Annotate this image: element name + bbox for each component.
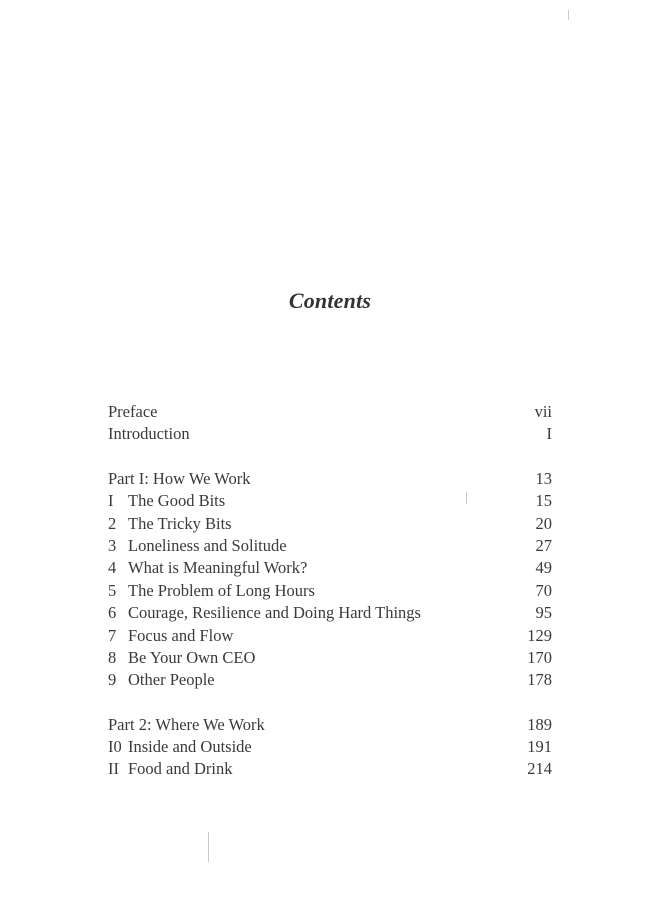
chapter-title: Other People <box>128 670 215 690</box>
section-spacer <box>108 446 552 468</box>
toc-chapter-entry <box>108 736 552 758</box>
scan-mark <box>466 492 467 504</box>
chapter-title: Be Your Own CEO <box>128 647 256 667</box>
toc-entry-introduction <box>108 423 552 445</box>
chapter-title: Food and Drink <box>128 759 233 779</box>
toc-chapter-entry <box>108 625 552 647</box>
page-title: Contents <box>288 288 372 313</box>
toc-chapter-entry <box>108 513 552 535</box>
chapter-number: 4 <box>108 558 117 578</box>
chapter-title: The Good Bits <box>128 491 226 511</box>
section-spacer <box>108 692 552 714</box>
toc-part-label: Part 2: Where We Work <box>108 714 265 734</box>
toc-chapter-entry <box>108 602 552 624</box>
toc-page-number: 49 <box>535 558 552 578</box>
toc-page-number: I <box>546 424 552 444</box>
toc-page-number: 191 <box>527 737 552 757</box>
toc-page-number: 15 <box>535 491 552 511</box>
chapter-title: The Problem of Long Hours <box>128 580 315 600</box>
toc-entry-preface <box>108 401 552 423</box>
toc-entry-label: Preface <box>108 402 158 421</box>
toc-page-number: 95 <box>535 603 552 623</box>
toc-chapter-entry <box>108 647 552 669</box>
chapter-number: I <box>108 491 114 511</box>
chapter-number: II <box>108 759 119 779</box>
toc-chapter-entry <box>108 580 552 602</box>
chapter-title: Courage, Resilience and Doing Hard Things <box>128 603 421 623</box>
toc-page-number: 129 <box>527 625 552 645</box>
toc-chapter-entry <box>108 490 552 512</box>
toc-page-number: 189 <box>527 714 552 734</box>
chapter-number: 3 <box>108 535 117 555</box>
chapter-title: Focus and Flow <box>128 625 234 645</box>
chapter-title: What is Meaningful Work? <box>128 558 308 578</box>
scan-mark <box>568 10 569 20</box>
toc-page-number: 13 <box>535 468 552 488</box>
toc-page-number: 214 <box>527 759 552 779</box>
toc-page-number: 170 <box>527 647 552 667</box>
chapter-number: 5 <box>108 580 117 600</box>
toc-part-heading <box>108 468 552 490</box>
chapter-number: 7 <box>108 625 117 645</box>
chapter-number: 8 <box>108 647 117 667</box>
toc-part-heading <box>108 714 552 736</box>
toc-chapter-entry <box>108 535 552 557</box>
toc-page-number: 27 <box>535 535 552 555</box>
toc-page-number: vii <box>534 402 552 421</box>
table-of-contents <box>108 401 552 781</box>
toc-page-number: 178 <box>527 670 552 690</box>
toc-part-label: Part I: How We Work <box>108 468 251 488</box>
chapter-number: 2 <box>108 513 117 533</box>
chapter-number: 6 <box>108 603 117 623</box>
chapter-title: Inside and Outside <box>128 737 252 757</box>
toc-page-number: 20 <box>535 513 552 533</box>
chapter-number: I0 <box>108 737 122 757</box>
scan-mark <box>208 832 209 862</box>
toc-chapter-entry <box>108 669 552 691</box>
toc-chapter-entry <box>108 758 552 780</box>
toc-entry-label: Introduction <box>108 424 190 444</box>
chapter-title: The Tricky Bits <box>128 513 232 533</box>
chapter-title: Loneliness and Solitude <box>128 535 287 555</box>
chapter-number: 9 <box>108 670 117 690</box>
toc-chapter-entry <box>108 557 552 579</box>
toc-page-number: 70 <box>535 580 552 600</box>
